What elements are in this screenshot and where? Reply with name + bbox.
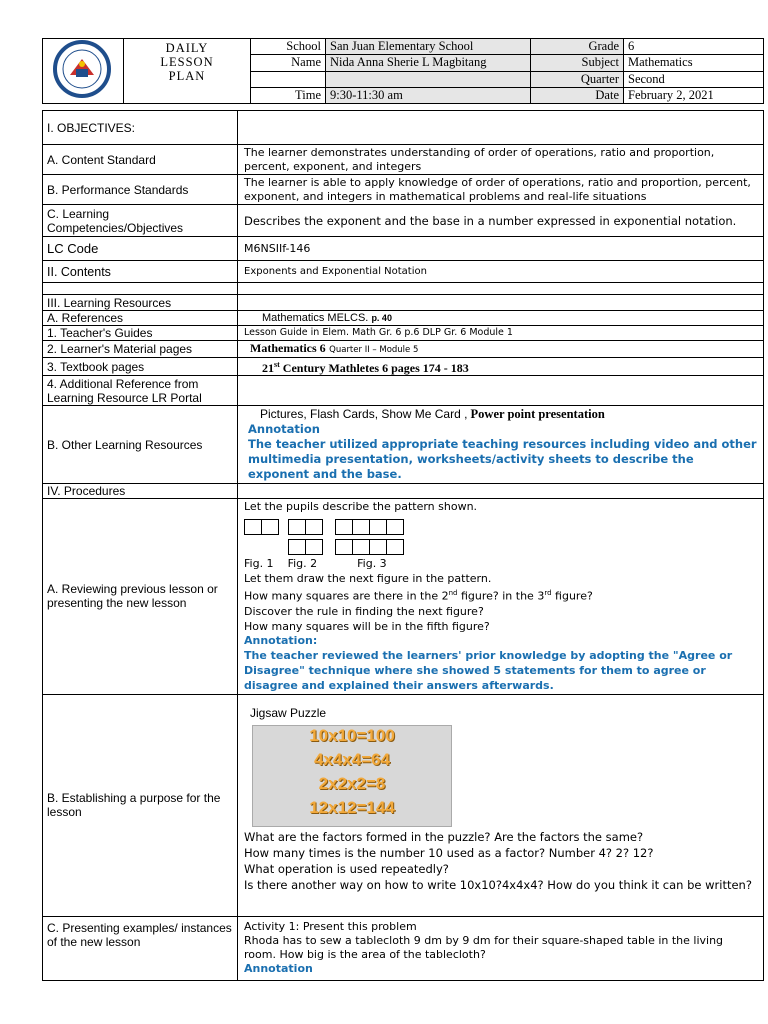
procedures-label: IV. Procedures xyxy=(43,484,238,499)
procedures-value xyxy=(238,484,764,499)
quarter-spacer-grey xyxy=(326,71,531,87)
textbook-pages-label: 3. Textbook pages xyxy=(43,358,238,376)
presenting-examples-label: C. Presenting examples/ instances of the new lesson xyxy=(43,916,238,980)
content-standard-value: The learner demonstrates understanding of order of operations, ratio and proportion, percent, exponent, and integers xyxy=(238,145,764,175)
time-label: Time xyxy=(251,87,326,103)
learning-resources-value xyxy=(238,295,764,311)
other-annotation-text: The teacher utilized appropriate teaching resources including video and other multimedia presentation, worksheets/activity sheets to describe the exponent and the base. xyxy=(248,437,757,481)
subject-value: Mathematics xyxy=(624,55,764,71)
contents-value: Exponents and Exponential Notation xyxy=(238,261,764,283)
jigsaw-title: Jigsaw Puzzle xyxy=(250,705,327,720)
date-label: Date xyxy=(531,87,624,103)
content-standard-label: A. Content Standard xyxy=(43,145,238,175)
references-label: A. References xyxy=(43,311,238,326)
reviewing-lesson-label: A. Reviewing previous lesson or presenting the new lesson xyxy=(43,499,238,695)
performance-standards-label: B. Performance Standards xyxy=(43,175,238,205)
figure-1 xyxy=(244,519,278,540)
lc-code-value: M6NSIIf-146 xyxy=(238,237,764,261)
other-annotation-title: Annotation xyxy=(248,422,320,436)
learners-material-label: 2. Learner's Material pages xyxy=(43,341,238,358)
quarter-spacer xyxy=(251,71,326,87)
lesson-plan-page xyxy=(42,38,764,981)
review-annotation-title: Annotation: xyxy=(244,634,318,648)
daily-lesson-plan-title: DAILY LESSON PLAN xyxy=(124,39,251,104)
establishing-purpose-label: B. Establishing a purpose for the lesson xyxy=(43,694,238,916)
name-value: Nida Anna Sherie L Magbitang xyxy=(326,55,531,71)
textbook-pages-value: 21st Century Mathletes 6 pages 174 - 183 xyxy=(238,358,764,376)
deped-seal-icon xyxy=(43,39,121,99)
competencies-value: Describes the exponent and the base in a number expressed in exponential notation. xyxy=(238,205,764,237)
examples-annotation-title: Annotation xyxy=(244,961,313,975)
competencies-label: C. Learning Competencies/Objectives xyxy=(43,205,238,237)
presenting-examples-value: Activity 1: Present this problem Rhoda has to sew a tablecloth 9 dm by 9 dm for their square-shaped table in the living room. How big is the area of the tablecloth? Annotation xyxy=(238,916,764,980)
reviewing-lesson-value: Let the pupils describe the pattern shown. Fig. 1 Fig. 2 Fig. 3 Let them draw the next figure in the pattern. How many squares are there in the 2nd figure? in the 3rd figure? Discover the rule in finding the next figure? How many squares will be in the fifth figure? Annotation: The teacher reviewed the learners' prior knowledge by adopting the "Agree or Disagree" technique where she showed 5 statements for them to agree or disagree and explained their answers afterwards. xyxy=(238,499,764,695)
objectives-value xyxy=(238,111,764,145)
performance-standards-value: The learner is able to apply knowledge of order of operations, ratio and proportion, percent, exponent, and integers in mathematical problems and real-life situations xyxy=(238,175,764,205)
header-table xyxy=(42,38,764,104)
figure-2 xyxy=(288,519,322,560)
blank-row-value xyxy=(238,283,764,295)
school-label: School xyxy=(251,39,326,55)
blank-row-label xyxy=(43,283,238,295)
jigsaw-puzzle-image: 10x10=100 4x4x4=64 2x2x2=8 12x12=144 xyxy=(252,725,452,827)
teachers-guide-value: Lesson Guide in Elem. Math Gr. 6 p.6 DLP Gr. 6 Module 1 xyxy=(238,326,764,341)
review-annotation-text: The teacher reviewed the learners' prior knowledge by adopting the "Agree or Disagree" technique where she showed 5 statements for them to agree or disagree and explained their answers afterwards. xyxy=(244,649,733,692)
lc-code-label: LC Code xyxy=(43,237,238,261)
additional-reference-label: 4. Additional Reference from Learning Resource LR Portal xyxy=(43,376,238,406)
objectives-label: I. OBJECTIVES: xyxy=(43,111,238,145)
square-pattern-figures xyxy=(244,519,757,555)
grade-label: Grade xyxy=(531,39,624,55)
other-resources-value: Pictures, Flash Cards, Show Me Card , Power point presentation Annotation The teacher utilized appropriate teaching resources including video and other multimedia presentation, worksheets/activity sheets to describe the exponent and the base. xyxy=(238,406,764,484)
contents-label: II. Contents xyxy=(43,261,238,283)
grade-value: 6 xyxy=(624,39,764,55)
learners-material-value: Mathematics 6 Quarter II – Module 5 xyxy=(238,341,764,358)
deped-logo xyxy=(43,39,124,104)
subject-label: Subject xyxy=(531,55,624,71)
other-resources-label: B. Other Learning Resources xyxy=(43,406,238,484)
lesson-table xyxy=(42,110,764,981)
additional-reference-value xyxy=(238,376,764,406)
date-value: February 2, 2021 xyxy=(624,87,764,103)
school-value: San Juan Elementary School xyxy=(326,39,531,55)
figure-3 xyxy=(335,519,403,560)
references-value: Mathematics MELCS. p. 40 xyxy=(238,311,764,326)
quarter-value: Second xyxy=(624,71,764,87)
quarter-label: Quarter xyxy=(531,71,624,87)
name-label: Name xyxy=(251,55,326,71)
time-value: 9:30-11:30 am xyxy=(326,87,531,103)
establishing-purpose-value: Jigsaw Puzzle 10x10=100 4x4x4=64 2x2x2=8 12x12=144 What are the factors formed in the puzzle? Are the factors the same? How many times is the number 10 used as a factor? Number 4? 2? 12? What operation is used repeatedly? Is there another way on how to write 10x10?4x4x4? How do you think it can be written? xyxy=(238,694,764,916)
teachers-guide-label: 1. Teacher's Guides xyxy=(43,326,238,341)
learning-resources-label: III. Learning Resources xyxy=(43,295,238,311)
